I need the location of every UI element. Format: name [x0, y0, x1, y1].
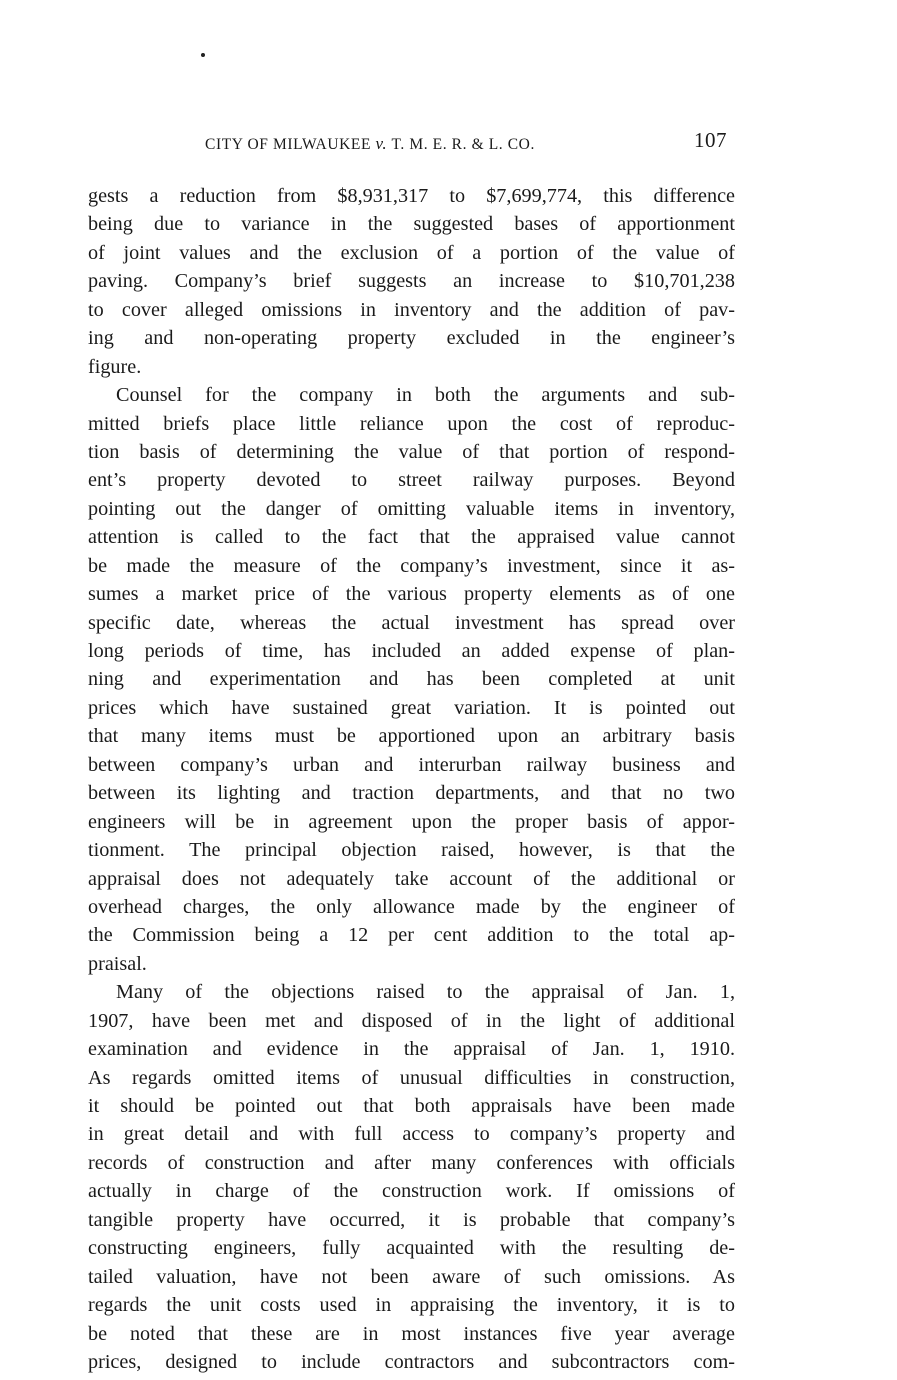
running-head-prefix: CITY OF MILWAUKEE [205, 136, 372, 153]
text-line: appraisal does not adequately take account of the additional or [88, 867, 735, 890]
text-line: tailed valuation, have not been aware of such omissions. As [88, 1265, 735, 1288]
text-line: tangible property have occurred, it is probable that company’s [88, 1208, 735, 1231]
text-line: it should be pointed out that both appraisals have been made [88, 1095, 735, 1117]
text-line: mitted briefs place little reliance upon the cost of reproduc- [88, 412, 735, 435]
text-line: prices which have sustained great variation. It is pointed out [88, 696, 735, 719]
text-line: praisal. [88, 952, 147, 975]
text-line: Counsel for the company in both the arguments and sub- [116, 384, 735, 407]
running-head-suffix: T. M. E. R. & L. CO. [391, 136, 535, 153]
text-line: specific date, whereas the actual investment has spread over [88, 611, 735, 634]
text-line: between company’s urban and interurban railway business and [88, 753, 735, 776]
text-line: actually in charge of the construction work. If omissions of [88, 1180, 735, 1203]
text-line: of joint values and the exclusion of a portion of the value of [88, 241, 735, 264]
text-line: ning and experimentation and has been completed at unit [88, 668, 735, 691]
paragraph [88, 381, 735, 978]
text-line: overhead charges, the only allowance made by the engineer of [88, 895, 735, 918]
text-line: regards the unit costs used in appraising the inventory, it is to [88, 1294, 735, 1317]
text-line: figure. [88, 355, 142, 378]
text-line: between its lighting and traction departments, and that no two [88, 782, 735, 805]
body-text [88, 182, 735, 1376]
text-line: records of construction and after many conferences with officials [88, 1151, 735, 1174]
text-line: that many items must be apportioned upon an arbitrary basis [88, 725, 735, 748]
text-line: ent’s property devoted to street railway purposes. Beyond [88, 469, 735, 492]
text-line: the Commission being a 12 per cent addition to the total ap- [88, 924, 735, 947]
page-number: 107 [694, 128, 727, 152]
text-line: 1907, have been met and disposed of in the light of additional [88, 1009, 735, 1032]
text-line: in great detail and with full access to company’s property and [88, 1123, 735, 1146]
running-head [205, 134, 610, 154]
paragraph [88, 978, 735, 1376]
text-line: ing and non-operating property excluded in the engineer’s [88, 327, 735, 350]
text-line: sumes a market price of the various property elements as of one [88, 583, 735, 606]
text-line: be made the measure of the company’s investment, since it as- [88, 554, 735, 577]
text-line: tionment. The principal objection raised, however, is that the [88, 839, 735, 862]
text-line: gests a reduction from $8,931,317 to $7,699,774, this difference [88, 185, 735, 207]
text-line: be noted that these are in most instances five year average [88, 1322, 735, 1345]
text-line: prices, designed to include contractors and subcontractors com- [88, 1350, 735, 1373]
running-head-versus: v. [375, 134, 388, 153]
text-line: being due to variance in the suggested bases of apportionment [88, 213, 735, 236]
text-line: paving. Company’s brief suggests an increase to $10,701,238 [88, 270, 735, 293]
ink-speck [201, 53, 205, 57]
text-line: to cover alleged omissions in inventory and the addition of pav- [88, 298, 735, 321]
text-line: attention is called to the fact that the appraised value cannot [88, 526, 735, 549]
text-line: tion basis of determining the value of that portion of respond- [88, 440, 735, 463]
text-line: long periods of time, has included an added expense of plan- [88, 640, 735, 662]
text-line: Many of the objections raised to the appraisal of Jan. 1, [116, 981, 735, 1004]
paragraph [88, 182, 735, 381]
text-line: examination and evidence in the appraisal of Jan. 1, 1910. [88, 1038, 735, 1061]
text-line: pointing out the danger of omitting valuable items in inventory, [88, 497, 735, 520]
text-line: engineers will be in agreement upon the proper basis of appor- [88, 810, 735, 833]
text-line: constructing engineers, fully acquainted with the resulting de- [88, 1237, 735, 1260]
text-line: As regards omitted items of unusual difficulties in construction, [88, 1066, 735, 1089]
